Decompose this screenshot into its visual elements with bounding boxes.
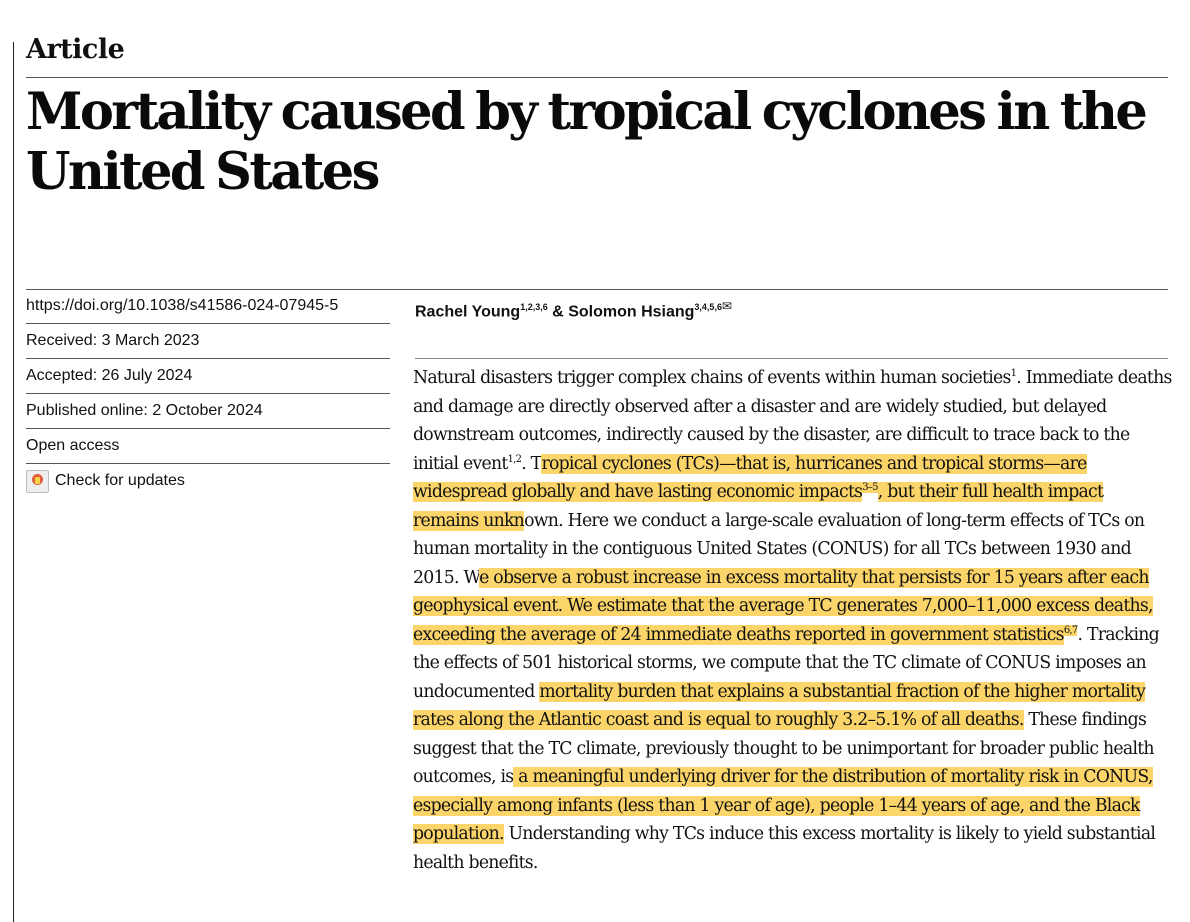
reference-marker[interactable]: 6,7 [1063,624,1078,636]
article-metadata [26,289,390,498]
reference-marker[interactable]: 3–5 [862,482,878,494]
doi-link[interactable]: https://doi.org/10.1038/s41586-024-07945-5 [26,289,390,324]
check-for-updates-button[interactable] [26,464,390,498]
abstract-text: . Tracking the effects of 501 historical storms, we compute that the TC climate of CONUS imposes an undocumented [413,624,1159,702]
author-separator: & [547,303,569,321]
abstract-text: own. Here we conduct a large-scale evaluation of long-term effects of TCs on human mortality in the contiguous United States (CONUS) for all TCs between 1930 and 2015. W [413,510,1145,588]
article-type-label: Article [26,34,125,65]
header-divider [26,77,1168,78]
author-affiliations: 3,4,5,6 [694,302,722,312]
crossmark-icon [26,470,49,493]
accepted-date: Accepted: 26 July 2024 [26,359,390,394]
reference-marker[interactable]: 1,2 [507,453,522,465]
abstract [413,364,1173,877]
highlighted-text: ropical cyclones (TCs)—that is, hurricanes and tropical storms—are widespread globally and have lasting economic impacts [413,453,1087,502]
highlighted-text: e observe a robust increase in excess mortality that persists for 15 years after each geophysical event. We estimate that the average TC generates 7,000–11,000 excess deaths, exceeding the average of 24 immediate deaths reported in government statistics [413,567,1153,645]
authors-divider [415,358,1168,359]
published-date: Published online: 2 October 2024 [26,394,390,429]
highlighted-text: , but their full health impact remains unkn [413,482,1104,531]
envelope-icon[interactable]: ✉ [721,299,733,313]
abstract-text: Understanding why TCs induce this excess mortality is likely to yield substantial health benefits. [413,824,1156,873]
author-name[interactable]: Rachel Young [415,303,521,321]
highlighted-text: a meaningful underlying driver for the distribution of mortality risk in CONUS, especially among infants (less than 1 year of age), people 1–44 years of age, and the Black population. [413,767,1153,844]
abstract-text: . T [521,453,542,474]
check-for-updates-label: Check for updates [55,472,185,489]
abstract-text: . Immediate deaths and damage are directly observed after a disaster and are widely studied, but delayed downstream outcomes, indirectly caused by the disaster, are difficult to trace back to the initial event [413,368,1172,474]
reference-marker[interactable]: 1 [1010,368,1017,380]
author-affiliations: 1,2,3,6 [520,302,548,312]
author-name[interactable]: Solomon Hsiang [568,303,695,321]
received-date: Received: 3 March 2023 [26,324,390,359]
abstract-text: These findings suggest that the TC climate, previously thought to be unimportant for broader public health outcomes, is [413,710,1154,787]
left-margin-line [13,42,14,922]
author-list [415,299,732,321]
abstract-text: Natural disasters trigger complex chains of events within human societies [413,368,1011,388]
highlighted-text: mortality burden that explains a substantial fraction of the higher mortality rates along the Atlantic coast and is equal to roughly 3.2–5.1% of all deaths. [413,681,1146,730]
open-access-label: Open access [26,429,390,464]
article-title: Mortality caused by tropical cyclones in the United States [26,82,1146,202]
